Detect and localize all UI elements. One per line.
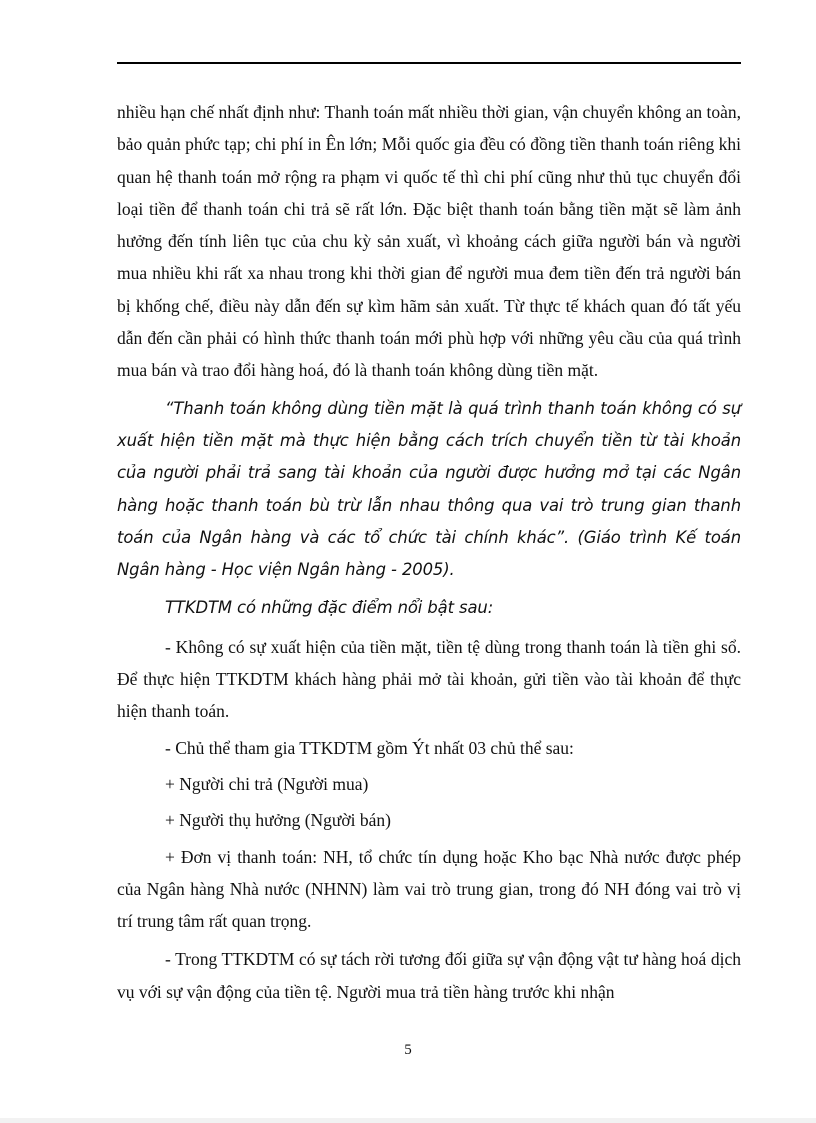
list-item-beneficiary: + Người thụ hưởng (Người bán) bbox=[165, 810, 391, 831]
paragraph-cash-limitations: nhiều hạn chế nhất định như: Thanh toán mất nhiều thời gian, vận chuyển không an toàn, bảo quản phức tạp; chi phí in Ên lớn; Mỗi quốc gia đều có đồng tiền thanh toán riêng khi quan hệ thanh toán mở rộng ra phạm vi quốc tế thì chi phí cũng như thủ tục chuyển đổi loại tiền để thanh toán chi trả sẽ rất lớn. Đặc biệt thanh toán bằng tiền mặt sẽ làm ảnh hưởng đến tính liên tục của chu kỳ sản xuất, vì khoảng cách giữa người bán và người mua nhiều khi rất xa nhau trong khi thời gian để người mua đem tiền đến trả người bán bị khống chế, điều này dẫn đến sự kìm hãm sản xuất. Từ thực tế khách quan đó tất yếu dẫn đến cần phải có hình thức thanh toán mới phù hợp với những yêu cầu của quá trình mua bán và trao đổi hàng hoá, đó là thanh toán không dùng tiền mặt. bbox=[117, 102, 741, 381]
header-rule bbox=[117, 62, 741, 64]
body-text bbox=[117, 96, 741, 1008]
page-number: 5 bbox=[404, 1042, 412, 1058]
bottom-edge bbox=[0, 1118, 816, 1123]
list-item-payer: + Người chi trả (Người mua) bbox=[165, 773, 369, 794]
paragraph-definition-quote: “Thanh toán không dùng tiền mặt là quá trình thanh toán không có sự xuất hiện tiền mặt mà thực hiện bằng cách trích chuyển tiền từ tài khoản của người phải trả sang tài khoản của người được hưởng mở tại các Ngân hàng hoặc thanh toán bù trừ lẫn nhau thông qua vai trò trung gian thanh toán của Ngân hàng và các tổ chức tài chính khác”. (Giáo trình Kế toán Ngân hàng - Học viện Ngân hàng - 2005). bbox=[117, 398, 741, 580]
paragraph-feature-no-cash: - Không có sự xuất hiện của tiền mặt, tiền tệ dùng trong thanh toán là tiền ghi sổ. Để thực hiện TTKDTM khách hàng phải mở tài khoản, gửi tiền vào tài khoản để thực hiện thanh toán. bbox=[117, 636, 741, 722]
paragraph-features-heading: TTKDTM có những đặc điểm nổi bật sau: bbox=[165, 598, 494, 618]
paragraph-feature-parties: - Chủ thể tham gia TTKDTM gồm Ýt nhất 03 chủ thể sau: bbox=[165, 737, 574, 758]
list-item-payment-unit: + Đơn vị thanh toán: NH, tổ chức tín dụng hoặc Kho bạc Nhà nước được phép của Ngân hàng Nhà nước (NHNN) làm vai trò trung gian, trong đó NH đóng vai trò vị trí trung tâm rất quan trọng. bbox=[117, 846, 741, 932]
paragraph-feature-separation: - Trong TTKDTM có sự tách rời tương đối giữa sự vận động vật tư hàng hoá dịch vụ với sự vận động của tiền tệ. Người mua trả tiền hàng trước khi nhận bbox=[117, 949, 741, 1002]
